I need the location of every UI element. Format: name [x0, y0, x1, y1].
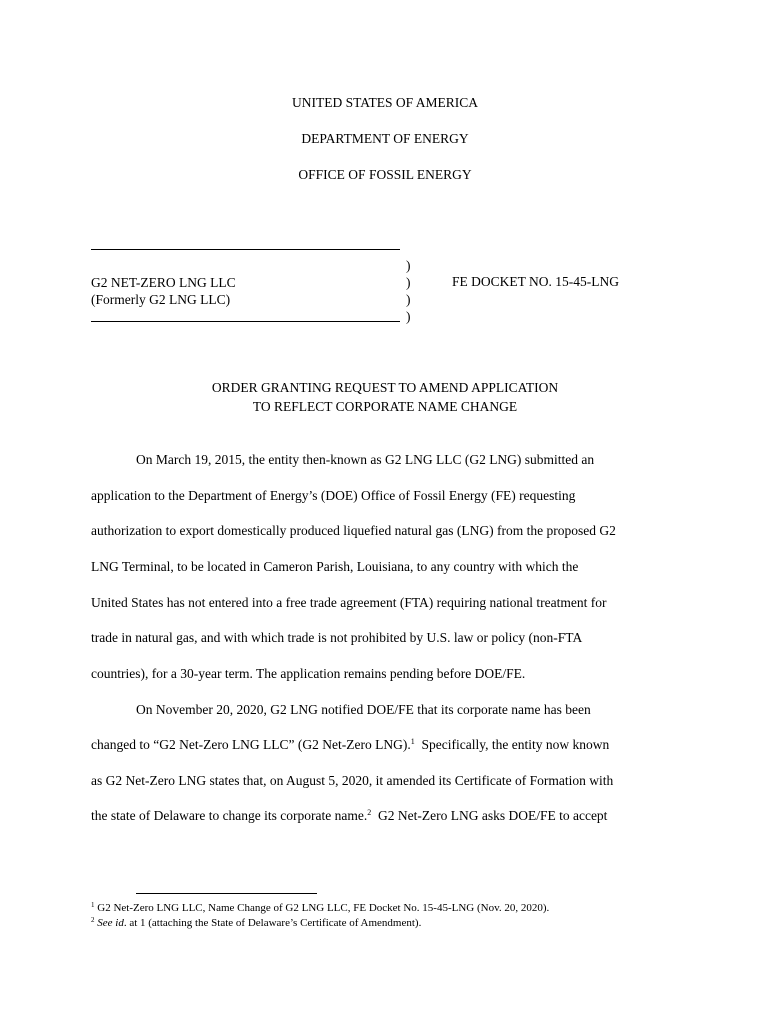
order-title-line2: TO REFLECT CORPORATE NAME CHANGE — [252, 399, 518, 414]
body-text-line: United States has not entered into a free trade agreement (FTA) requiring national treatment for — [91, 595, 607, 610]
body-text-line — [91, 737, 609, 753]
footnote-separator — [136, 893, 317, 894]
body-text-line: authorization to export domestically produced liquefied natural gas (LNG) from the proposed G2 — [91, 523, 616, 538]
caption-bottom-rule — [91, 321, 400, 322]
body-text-segment: Specifically, the entity now known — [414, 737, 610, 752]
footnote-ref-1[interactable]: 1 — [410, 737, 415, 746]
body-text-line: countries), for a 30-year term. The application remains pending before DOE/FE. — [91, 666, 526, 681]
body-text-line: On November 20, 2020, G2 LNG notified DOE/FE that its corporate name has been — [136, 702, 591, 717]
caption-paren: ) — [406, 292, 411, 307]
body-text-line — [91, 808, 607, 824]
body-text-segment: the state of Delaware to change its corporate name. — [91, 808, 368, 823]
footnote-1-text: G2 Net-Zero LNG LLC, Name Change of G2 LNG LLC, FE Docket No. 15-45-LNG (Nov. 20, 2020). — [94, 902, 550, 914]
footnote-1 — [91, 902, 549, 914]
body-text-segment: changed to “G2 Net-Zero LNG LLC” (G2 Net-Zero LNG). — [91, 737, 411, 752]
footnote-2 — [91, 917, 421, 929]
body-text-line: trade in natural gas, and with which trade is not prohibited by U.S. law or policy (non-FTA — [91, 630, 583, 645]
body-text-line: On March 19, 2015, the entity then-known as G2 LNG LLC (G2 LNG) submitted an — [136, 452, 595, 467]
footnote-1-number: 1 — [91, 901, 95, 909]
body-text-line: LNG Terminal, to be located in Cameron Parish, Louisiana, to any country with which the — [91, 559, 579, 574]
caption-party-name: G2 NET-ZERO LNG LLC — [91, 275, 236, 290]
header-office: OFFICE OF FOSSIL ENERGY — [298, 167, 472, 182]
caption-top-rule — [91, 249, 400, 250]
footnote-2-number: 2 — [91, 916, 95, 924]
order-title-line1: ORDER GRANTING REQUEST TO AMEND APPLICATION — [211, 380, 559, 395]
footnote-2-text: . at 1 (attaching the State of Delaware’s Certificate of Amendment). — [123, 917, 422, 929]
body-text-line: as G2 Net-Zero LNG states that, on August 5, 2020, it amended its Certificate of Formation with — [91, 773, 614, 788]
docket-number: FE DOCKET NO. 15-45-LNG — [452, 274, 619, 289]
body-text-line: application to the Department of Energy’s (DOE) Office of Fossil Energy (FE) requesting — [91, 488, 576, 503]
footnote-2-italic: See id — [94, 917, 124, 929]
body-text-segment: G2 Net-Zero LNG asks DOE/FE to accept — [371, 808, 608, 823]
footnote-ref-2[interactable]: 2 — [367, 808, 372, 817]
header-department: DEPARTMENT OF ENERGY — [301, 131, 469, 146]
caption-paren: ) — [406, 309, 411, 324]
caption-party-former-name: (Formerly G2 LNG LLC) — [91, 292, 231, 307]
caption-paren: ) — [406, 275, 411, 290]
header-country: UNITED STATES OF AMERICA — [291, 95, 479, 110]
caption-paren: ) — [406, 258, 411, 273]
